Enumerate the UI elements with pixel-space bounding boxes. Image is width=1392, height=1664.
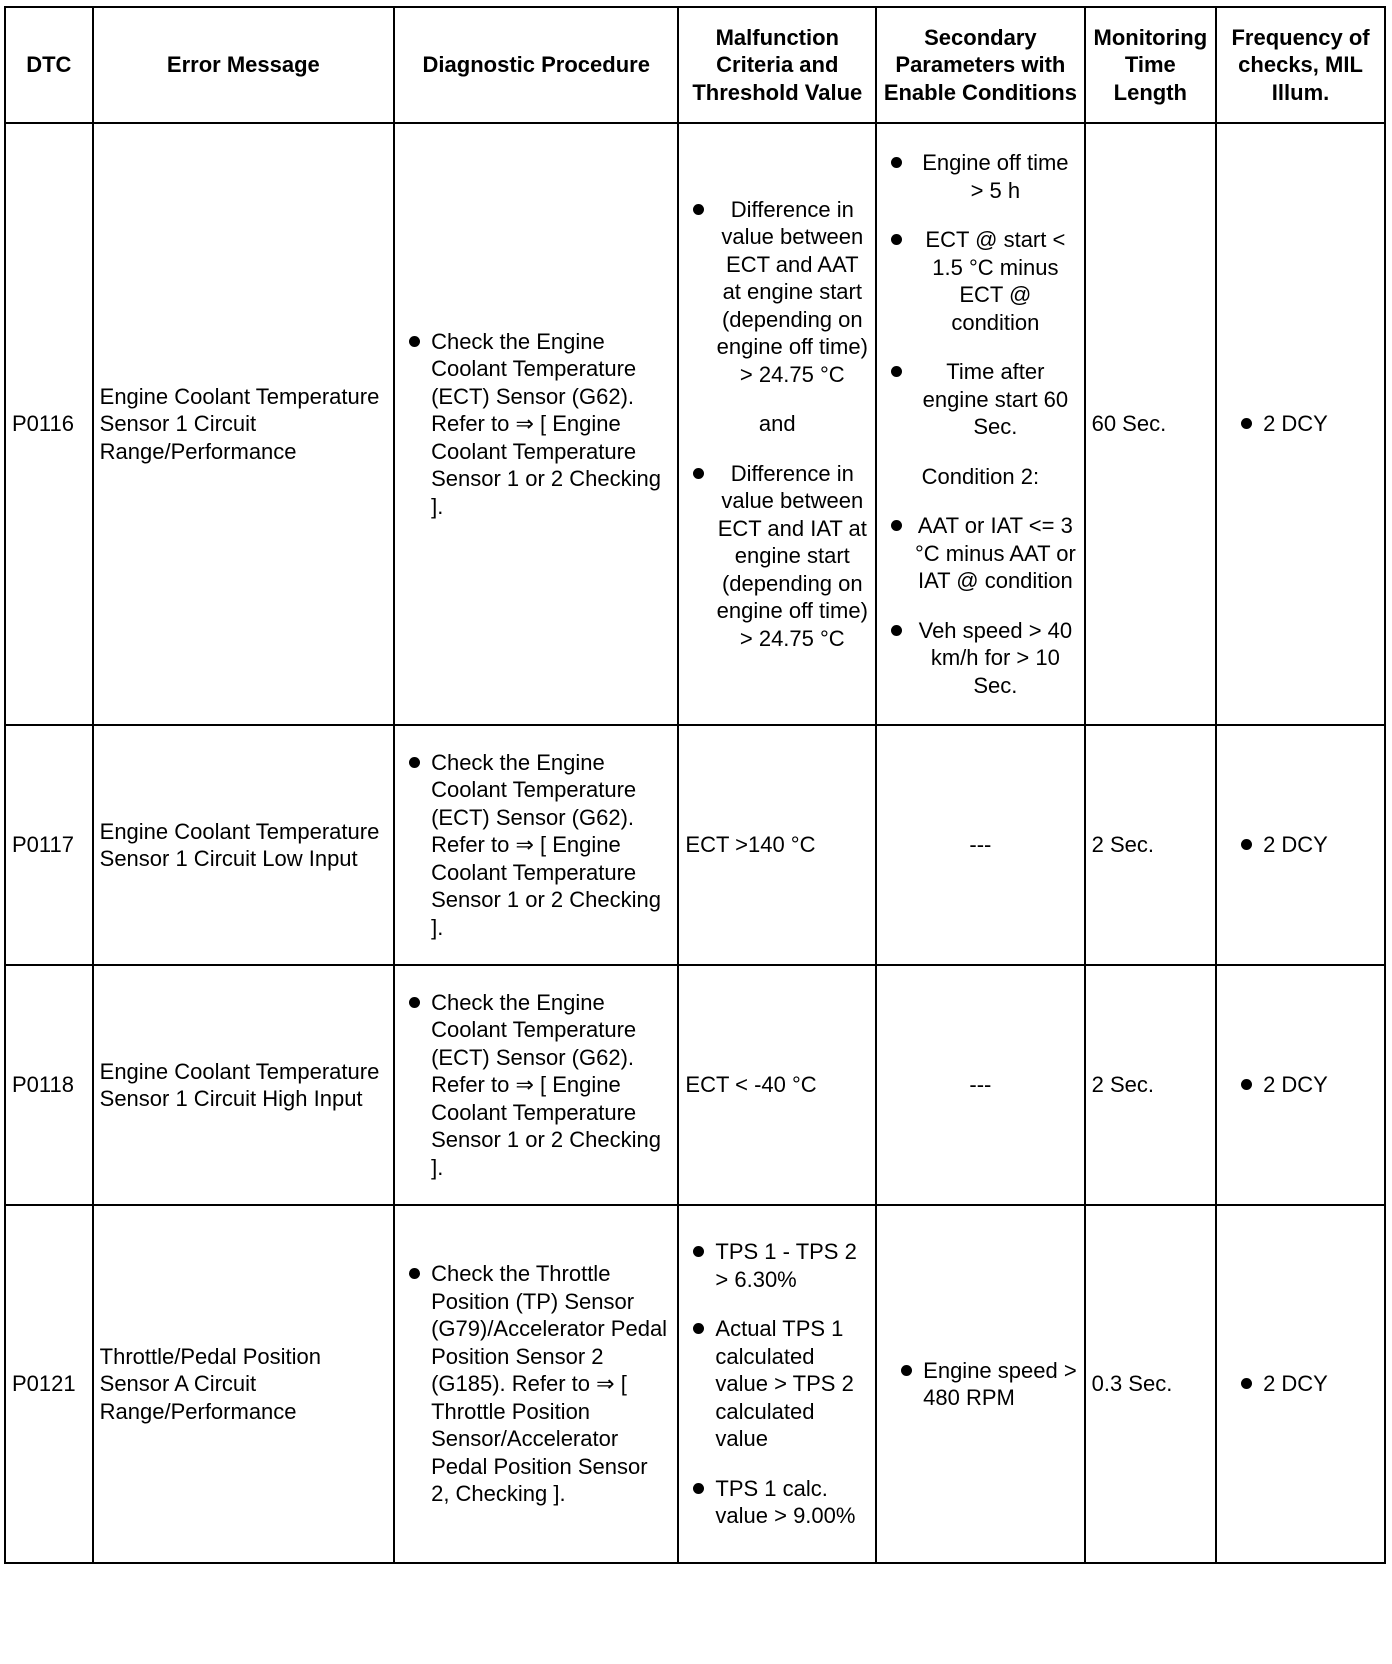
monitoring-time: 2 Sec. — [1085, 725, 1216, 965]
bullet-icon — [901, 1365, 912, 1376]
secondary-text: Engine speed > 480 RPM — [923, 1357, 1077, 1410]
secondary-parameters — [876, 1205, 1084, 1563]
frequency-text: 2 DCY — [1263, 1072, 1328, 1098]
bullet-icon — [891, 234, 902, 245]
table-row — [5, 725, 1385, 965]
secondary-item — [883, 226, 1077, 336]
error-message: Throttle/Pedal Position Sensor A Circuit Range/Performance — [93, 1205, 394, 1563]
bullet-icon — [693, 204, 704, 215]
malfunction-criteria — [678, 1205, 876, 1563]
bullet-icon — [693, 1246, 704, 1257]
secondary-item — [893, 1357, 1077, 1412]
criteria-text: TPS 1 calc. value > 9.00% — [715, 1475, 856, 1529]
secondary-parameters: --- — [876, 725, 1084, 965]
criteria-item — [685, 1475, 869, 1530]
header-error-message: Error Message — [93, 7, 394, 123]
secondary-parameters — [876, 123, 1084, 725]
bullet-icon — [1241, 1079, 1252, 1090]
bullet-icon — [891, 625, 902, 636]
frequency-text: 2 DCY — [1263, 1371, 1328, 1397]
bullet-icon — [409, 997, 420, 1008]
criteria-text: Actual TPS 1 calculated value > TPS 2 calculated value — [715, 1316, 854, 1452]
dtc-code: P0121 — [5, 1205, 93, 1563]
frequency-item — [1233, 1370, 1378, 1398]
secondary-item — [883, 149, 1077, 204]
dtc-table — [4, 6, 1386, 1564]
error-message: Engine Coolant Temperature Sensor 1 Circuit Low Input — [93, 725, 394, 965]
criteria-item — [685, 196, 869, 389]
secondary-text: ECT @ start < 1.5 °C minus ECT @ condition — [925, 227, 1066, 335]
header-frequency: Frequency of checks, MIL Illum. — [1216, 7, 1385, 123]
frequency — [1216, 123, 1385, 725]
criteria-item — [685, 460, 869, 653]
bullet-icon — [693, 1323, 704, 1334]
frequency-text: 2 DCY — [1263, 411, 1328, 437]
criteria-item — [685, 1238, 869, 1293]
bullet-icon — [409, 757, 420, 768]
frequency-item — [1233, 410, 1378, 438]
procedure-item — [401, 1260, 671, 1508]
header-secondary-parameters: Secondary Parameters with Enable Conditions — [876, 7, 1084, 123]
dtc-code: P0117 — [5, 725, 93, 965]
header-dtc: DTC — [5, 7, 93, 123]
monitoring-time: 60 Sec. — [1085, 123, 1216, 725]
secondary-condition-label: Condition 2: — [921, 463, 1040, 489]
bullet-icon — [1241, 418, 1252, 429]
criteria-text: Difference in value between ECT and AAT at engine start (depending on engine off time) > 24.75 °C — [716, 196, 868, 387]
bullet-icon — [891, 520, 902, 531]
frequency — [1216, 725, 1385, 965]
error-message: Engine Coolant Temperature Sensor 1 Circuit High Input — [93, 965, 394, 1205]
secondary-text: AAT or IAT <= 3 °C minus AAT or IAT @ condition — [914, 513, 1076, 593]
diagnostic-procedure — [394, 965, 678, 1205]
procedure-item — [401, 989, 671, 1182]
secondary-item — [883, 512, 1077, 595]
monitoring-time: 0.3 Sec. — [1085, 1205, 1216, 1563]
table-row — [5, 965, 1385, 1205]
header-row — [5, 7, 1385, 123]
frequency-text: 2 DCY — [1263, 832, 1328, 858]
bullet-icon — [693, 468, 704, 479]
secondary-parameters: --- — [876, 965, 1084, 1205]
frequency-item — [1233, 1071, 1378, 1099]
malfunction-criteria: ECT < -40 °C — [678, 965, 876, 1205]
monitoring-time: 2 Sec. — [1085, 965, 1216, 1205]
criteria-text: TPS 1 - TPS 2 > 6.30% — [715, 1239, 857, 1292]
bullet-icon — [891, 366, 902, 377]
procedure-item — [401, 749, 671, 942]
criteria-text: Difference in value between ECT and IAT at engine start (depending on engine off time) > 24.75 °C — [716, 460, 868, 651]
criteria-conjunction: and — [758, 411, 796, 437]
diagnostic-procedure — [394, 725, 678, 965]
dtc-code: P0118 — [5, 965, 93, 1205]
frequency — [1216, 1205, 1385, 1563]
secondary-text: Veh speed > 40 km/h for > 10 Sec. — [918, 617, 1073, 698]
secondary-text: Engine off time > 5 h — [922, 150, 1069, 203]
bullet-icon — [1241, 839, 1252, 850]
bullet-icon — [1241, 1378, 1252, 1389]
header-monitoring-time: Monitoring Time Length — [1085, 7, 1216, 123]
frequency-item — [1233, 831, 1378, 859]
bullet-icon — [891, 157, 902, 168]
procedure-text: Check the Engine Coolant Temperature (ECT) Sensor (G62). Refer to ⇒ [ Engine Coolant Temperature Sensor 1 or 2 Checking ]. — [431, 989, 661, 1180]
secondary-item — [883, 617, 1077, 700]
error-message: Engine Coolant Temperature Sensor 1 Circuit Range/Performance — [93, 123, 394, 725]
malfunction-criteria — [678, 123, 876, 725]
frequency — [1216, 965, 1385, 1205]
bullet-icon — [693, 1483, 704, 1494]
diagnostic-procedure — [394, 123, 678, 725]
procedure-item — [401, 328, 671, 521]
secondary-item — [883, 358, 1077, 441]
criteria-item — [685, 1315, 869, 1453]
diagnostic-procedure — [394, 1205, 678, 1563]
header-diagnostic-procedure: Diagnostic Procedure — [394, 7, 678, 123]
procedure-text: Check the Engine Coolant Temperature (ECT) Sensor (G62). Refer to ⇒ [ Engine Coolant Temperature Sensor 1 or 2 Checking ]. — [431, 328, 661, 519]
procedure-text: Check the Engine Coolant Temperature (ECT) Sensor (G62). Refer to ⇒ [ Engine Coolant Temperature Sensor 1 or 2 Checking ]. — [431, 749, 661, 940]
header-malfunction-criteria: Malfunction Criteria and Threshold Value — [678, 7, 876, 123]
bullet-icon — [409, 1268, 420, 1279]
bullet-icon — [409, 336, 420, 347]
dtc-code: P0116 — [5, 123, 93, 725]
secondary-text: Time after engine start 60 Sec. — [922, 359, 1069, 439]
table-row — [5, 1205, 1385, 1563]
malfunction-criteria: ECT >140 °C — [678, 725, 876, 965]
table-row — [5, 123, 1385, 725]
procedure-text: Check the Throttle Position (TP) Sensor (G79)/Accelerator Pedal Position Sensor 2 (G185). Refer to ⇒ [ Throttle Position Sensor/Accelerator Pedal Position Sensor 2, Checking ]. — [431, 1261, 668, 1507]
